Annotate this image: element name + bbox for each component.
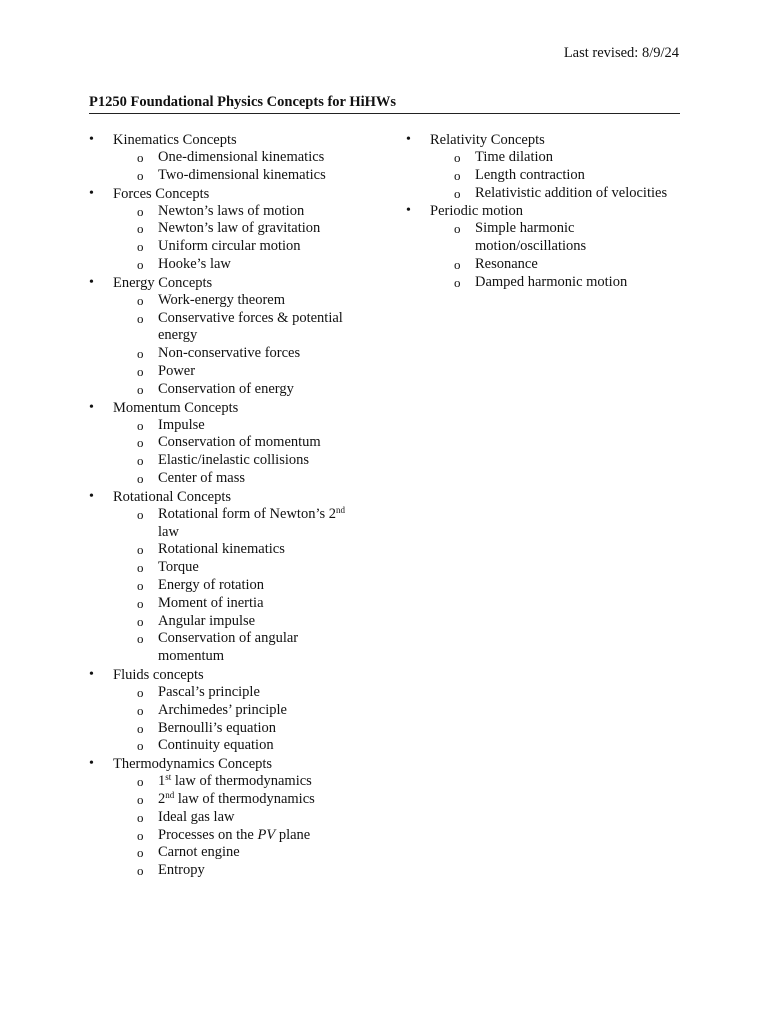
list-item: o Ideal gas law	[113, 809, 379, 827]
section-label: Kinematics Concepts	[113, 132, 237, 148]
list-item: o Power	[113, 363, 358, 381]
item-text: law of thermodynamics	[171, 773, 312, 790]
list-item: o Center of mass	[113, 470, 379, 488]
list-item	[113, 827, 379, 845]
section-periodic-motion	[406, 202, 696, 291]
list-item: o Non-conservative forces	[113, 345, 358, 363]
list-item: o Continuity equation	[113, 737, 379, 755]
subtopic-list	[113, 203, 379, 274]
item-text: Rotational form of Newton’s 2	[158, 505, 337, 522]
document-title: P1250 Foundational Physics Concepts for HiHWs	[89, 94, 680, 114]
last-revised-date: Last revised: 8/9/24	[563, 45, 679, 61]
section-label: Fluids concepts	[113, 666, 204, 683]
list-item: o Carnot engine	[113, 844, 379, 862]
section-label: Thermodynamics Concepts	[113, 756, 273, 773]
list-item: o Archimedes’ principle	[113, 702, 379, 720]
list-item: o Damped harmonic motion	[430, 274, 696, 292]
section-thermodynamics	[89, 755, 379, 880]
subtopic-list	[113, 506, 379, 666]
list-item: o Pascal’s principle	[113, 684, 379, 702]
subtopic-list	[113, 773, 379, 880]
section-relativity	[406, 131, 696, 202]
item-text: law	[158, 523, 179, 540]
list-item: o Entropy	[113, 862, 379, 880]
section-label: Rotational Concepts	[113, 488, 231, 505]
item-text: 2	[158, 790, 166, 807]
subtopic-list	[113, 684, 379, 755]
list-item: o Resonance	[430, 256, 696, 274]
section-energy	[89, 274, 379, 399]
list-item: o Conservation of angular momentum	[113, 630, 358, 666]
section-fluids	[89, 666, 379, 755]
list-item: o Elastic/inelastic collisions	[113, 452, 379, 470]
section-rotational	[89, 488, 379, 666]
list-item: o Moment of inertia	[113, 595, 358, 613]
list-item: o One-dimensional kinematics	[113, 149, 379, 167]
list-item: o Energy of rotation	[113, 577, 358, 595]
list-item: o Torque	[113, 559, 358, 577]
subtopic-list	[113, 149, 379, 185]
list-item: o Bernoulli’s equation	[113, 720, 379, 738]
subtopic-list	[113, 417, 379, 488]
item-text: 1	[158, 773, 166, 790]
section-kinematics	[89, 131, 379, 185]
section-label: Periodic motion	[430, 203, 524, 220]
section-label: Momentum Concepts	[113, 399, 239, 416]
ordinal-superscript: nd	[165, 789, 175, 800]
section-label: Forces Concepts	[113, 185, 210, 202]
subtopic-list	[430, 220, 696, 291]
list-item: o Conservation of energy	[113, 381, 358, 399]
list-item: o Newton’s laws of motion	[113, 203, 379, 221]
section-forces	[89, 185, 379, 274]
list-item: o Work-energy theorem	[113, 292, 358, 310]
subtopic-list	[430, 149, 696, 202]
section-momentum	[89, 399, 379, 488]
list-item: o Time dilation	[430, 149, 696, 167]
list-item: o Impulse	[113, 417, 379, 435]
list-item: o Newton’s law of gravitation	[113, 220, 379, 238]
list-item: o Angular impulse	[113, 613, 358, 631]
list-item: o Conservative forces & potential energy	[113, 310, 358, 346]
ordinal-superscript: st	[165, 772, 172, 783]
concept-list-left	[89, 131, 379, 880]
list-item	[113, 773, 379, 791]
section-label: Relativity Concepts	[430, 132, 545, 148]
item-text: law of thermodynamics	[174, 790, 315, 807]
ordinal-superscript: nd	[336, 504, 346, 515]
list-item	[113, 791, 379, 809]
section-label: Energy Concepts	[113, 274, 213, 291]
list-item	[113, 506, 358, 542]
list-item: o Rotational kinematics	[113, 541, 358, 559]
right-column	[406, 131, 696, 292]
list-item: o Relativistic addition of velocities	[430, 185, 696, 203]
concept-list-right	[406, 131, 696, 292]
list-item: o Uniform circular motion	[113, 238, 379, 256]
pv-variable: PV	[257, 826, 276, 843]
left-column	[89, 131, 379, 880]
subtopic-list	[113, 292, 379, 399]
list-item: o Two-dimensional kinematics	[113, 167, 379, 185]
list-item: o Conservation of momentum	[113, 434, 379, 452]
list-item: o Hooke’s law	[113, 256, 379, 274]
item-text: Processes on the	[158, 826, 258, 843]
list-item: o Simple harmonic motion/oscillations	[430, 220, 625, 256]
item-text: plane	[275, 826, 311, 843]
list-item: o Length contraction	[430, 167, 696, 185]
